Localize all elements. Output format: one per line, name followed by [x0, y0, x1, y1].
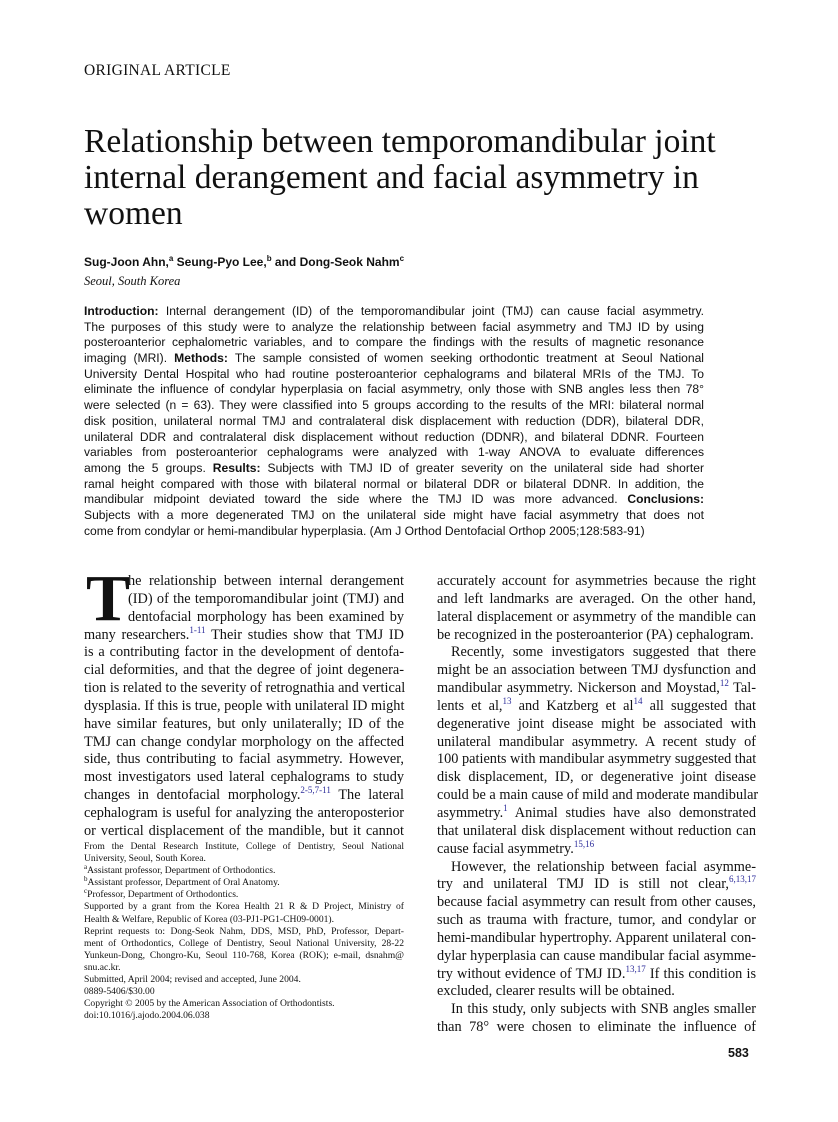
text-run: were selected (n = 63). They were classified into 5 groups according to the results of the MRI: bilateral normal [84, 398, 704, 413]
text-run: or vertical displacement of the mandible, but it cannot [84, 822, 404, 839]
drop-cap: T [86, 562, 131, 635]
text-line [84, 680, 404, 698]
text-run: 100 patients with mandibular asymmetry suggested that [437, 751, 757, 768]
text-run: imaging (MRI). [84, 351, 175, 366]
author-name: Sug-Joon Ahn, [84, 255, 169, 269]
text-line [437, 769, 756, 787]
citation-link[interactable]: 12 [719, 678, 729, 689]
text-line [84, 986, 404, 998]
text-run: cial deformities, and that the degree of joint degenera- [84, 662, 404, 679]
text-line [437, 573, 756, 591]
article-title: Relationship between temporomandibular joint internal derangement and facial asymmetry in women [84, 123, 716, 232]
text-run: try and unilateral TMJ ID is still not clear, [437, 876, 729, 893]
text-line [437, 680, 756, 698]
citation-link[interactable]: 13,17 [625, 963, 646, 974]
text-line [84, 1010, 404, 1022]
text-line [84, 950, 404, 962]
author-location: Seoul, South Korea [84, 274, 181, 288]
text-run: snu.ac.kr. [84, 961, 121, 973]
text-line [84, 716, 404, 734]
text-run: that unilateral disk displacement without reduction can [437, 822, 756, 839]
text-run: The purposes of this study were to analyze the relationship between facial asymmetry and TMJ ID by using [84, 319, 704, 334]
text-run: asymmetry. [437, 804, 504, 821]
text-run: Health & Welfare, Republic of Korea (03-PJ1-PG1-CH09-0001). [84, 913, 335, 925]
citation-link[interactable]: 14 [633, 696, 643, 707]
text-line [84, 461, 704, 477]
text-line [84, 662, 404, 680]
text-run: might be an association between TMJ dysfunction and [437, 662, 756, 679]
text-line [437, 894, 756, 912]
text-line [84, 492, 704, 508]
section-heading: Introduction: [84, 304, 159, 318]
text-run: ment of Orthodontics, College of Dentistry, Seoul National University, 28-22 [84, 937, 404, 949]
text-run: Professor, Department of Orthodontics. [87, 889, 239, 901]
citation-link[interactable]: 2-5,7-11 [300, 785, 331, 796]
text-run: Yunkeun-Dong, Chongro-Ku, Seoul 110-768, Korea (ROK); e-mail, dsnahm@ [84, 949, 404, 961]
text-line [437, 930, 756, 948]
text-line [437, 662, 756, 680]
text-run: University, Seoul, South Korea. [84, 853, 206, 865]
text-line [84, 644, 404, 662]
text-run: is a contributing factor in the development of dentofa- [84, 644, 404, 661]
text-run: Reprint requests to: Dong-Seok Nahm, DDS, MSD, PhD, Professor, Depart- [84, 925, 404, 937]
text-line [84, 335, 704, 351]
text-line [84, 877, 404, 889]
text-run: ramal height compared with those with bilateral normal or bilateral DDR or bilateral DDNR. In addition, the [84, 476, 704, 491]
text-line [84, 351, 704, 367]
text-line [84, 477, 704, 493]
text-run: If this condition is [645, 965, 757, 982]
text-run: The sample consisted of women seeking orthodontic treatment at Seoul National [227, 351, 704, 366]
text-run: be recognized in the posteroanterior (PA) cephalogram. [437, 626, 754, 643]
text-line [84, 367, 704, 383]
text-run: accurately account for asymmetries because the right [437, 573, 756, 589]
text-line [437, 1019, 756, 1037]
text-run: The lateral [330, 787, 404, 804]
text-run: cause facial asymmetry. [437, 840, 574, 857]
text-run: Assistant professor, Department of Orthodontics. [87, 865, 276, 877]
text-run: (ID) of the temporomandibular joint (TMJ) and [128, 590, 404, 607]
text-run: mandibular asymmetry. Nickerson and Moystad, [437, 680, 720, 697]
text-line [437, 716, 756, 734]
text-run: could be a main cause of mild and moderate mandibular [437, 787, 759, 804]
text-run: most investigators used lateral cephalograms to study [84, 769, 404, 786]
text-line [84, 751, 404, 769]
text-line [84, 508, 704, 524]
text-run: variables from posteroanterior cephalograms were analyzed with 1-way ANOVA to evaluate differences [84, 445, 704, 460]
text-line [437, 734, 756, 752]
text-line [437, 838, 756, 859]
affiliation-mark: b [266, 254, 272, 263]
text-run: dylar hyperplasia can cause mandibular facial asymme- [437, 947, 756, 964]
text-run: disk displacement, ID, or degenerative joint disease [437, 769, 756, 786]
text-run: than 78° were chosen to eliminate the influence of [437, 1019, 756, 1036]
affiliation-mark: b [84, 875, 88, 884]
author-list [84, 254, 404, 269]
text-run: all suggested that [642, 697, 756, 714]
text-line [437, 963, 757, 984]
text-line [84, 769, 404, 787]
text-run: try without evidence of TMJ ID. [437, 965, 626, 982]
text-line [437, 1001, 756, 1019]
text-run: Animal studies have also demonstrated [507, 804, 756, 821]
text-run: many researchers. [84, 626, 190, 643]
text-line [437, 698, 756, 716]
abstract [84, 304, 704, 539]
text-run: mandibular midpoint deviated toward the side where the TMJ ID was more advanced. [84, 492, 628, 507]
body-column-right [437, 573, 759, 1037]
text-run: Submitted, April 2004; revised and accepted, June 2004. [84, 974, 301, 986]
text-run: because facial asymmetry can result from other causes, [437, 894, 756, 911]
text-line [437, 805, 756, 823]
text-run: unilateral mandibular asymmetry. A recent study of [437, 733, 756, 750]
text-line [84, 787, 404, 805]
text-line [437, 787, 759, 805]
text-run: From the Dental Research Institute, College of Dentistry, Seoul National [84, 841, 404, 852]
text-run: and left landmarks are averaged. On the other hand, [437, 590, 756, 607]
text-line [84, 938, 404, 950]
section-label: ORIGINAL ARTICLE [84, 62, 231, 79]
text-run: changes in dentofacial morphology. [84, 787, 301, 804]
citation-link[interactable]: 1 [503, 803, 508, 814]
text-line [84, 524, 704, 540]
author-name: Seung-Pyo Lee, [173, 255, 267, 269]
text-line [437, 948, 756, 966]
section-heading: Conclusions: [627, 492, 704, 507]
text-line [84, 320, 704, 336]
text-run: However, the relationship between facial asymme- [451, 858, 756, 875]
text-run: 0889-5406/$30.00 [84, 986, 155, 998]
text-run: and Katzberg et al [511, 697, 634, 714]
text-line [84, 901, 404, 913]
text-run: dysplasia. If this is true, people with unilateral ID might [84, 697, 405, 714]
text-run: come from condylar or hemi-mandibular hyperplasia. (Am J Orthod Dentofacial Orthop 2005;128:583-91) [84, 523, 645, 538]
section-heading: Results: [212, 460, 261, 475]
text-line [437, 912, 756, 930]
text-line [84, 382, 704, 398]
text-line [84, 805, 404, 823]
text-run: In this study, only subjects with SNB angles smaller [451, 1001, 756, 1018]
text-run: Recently, some investigators suggested that there [451, 644, 756, 661]
text-line [437, 823, 756, 841]
text-run: cephalogram is useful for analyzing the anteroposterior [84, 804, 404, 821]
text-line [437, 876, 756, 894]
text-run: TMJ can change condylar morphology on the affected [84, 733, 404, 750]
text-run: Assistant professor, Department of Oral Anatomy. [87, 877, 280, 889]
text-run: lents et al, [437, 697, 503, 714]
text-line [437, 591, 756, 609]
text-line [84, 445, 704, 461]
affiliation-mark: a [84, 863, 88, 871]
text-line [84, 698, 404, 716]
text-run: doi:10.1016/j.ajodo.2004.06.038 [84, 1010, 210, 1022]
citation-link[interactable]: 13 [502, 696, 512, 707]
citation-link[interactable]: 6,13,17 [729, 874, 756, 885]
text-line [84, 865, 404, 877]
text-line [437, 983, 756, 1001]
text-line [84, 853, 404, 865]
text-run: lateral displacement or asymmetry of the mandible can [437, 608, 756, 625]
text-run: Tal- [728, 680, 756, 697]
text-run: Their studies show that TMJ ID [205, 626, 404, 643]
text-run: hemi-mandibular hypertrophy. Apparent unilateral con- [437, 929, 756, 946]
citation-link[interactable]: 15,16 [573, 838, 595, 849]
text-line [84, 573, 404, 591]
text-line [84, 609, 404, 627]
footnotes [84, 841, 404, 1022]
text-line [84, 823, 404, 841]
section-heading: Methods: [174, 351, 228, 366]
text-line [84, 414, 704, 430]
text-line [84, 304, 704, 320]
text-line [84, 914, 404, 926]
text-line [437, 751, 756, 769]
text-line [84, 734, 404, 752]
text-run: University Dental Hospital who had routine posteroanterior cephalograms and bilateral MRIs of the TMJ. To [84, 366, 704, 381]
text-run: among the 5 groups. [84, 460, 213, 475]
author-name: and Dong-Seok Nahm [271, 255, 400, 269]
text-run: posteroanterior cephalometric variables, and to compare the findings with the results of magnetic resonance [84, 335, 704, 350]
text-run: eliminate the influence of condylar hyperplasia on facial asymmetry, only those with SNB angles less then 78° [84, 382, 704, 397]
text-line [84, 430, 704, 446]
citation-link[interactable]: 1-11 [189, 624, 206, 635]
affiliation-mark: a [168, 254, 174, 263]
affiliation-mark: c [399, 254, 405, 263]
text-line [84, 926, 404, 938]
text-line [84, 974, 404, 986]
text-run: side, thus contributing to facial asymmetry. However, [84, 751, 404, 768]
text-run: such as trauma with fracture, tumor, and condylar or [437, 912, 756, 929]
text-line [84, 841, 404, 853]
text-run: he relationship between internal derangement [128, 573, 404, 589]
text-line [84, 962, 404, 974]
text-line [437, 644, 756, 662]
text-line [84, 624, 404, 645]
text-line [84, 591, 404, 609]
text-run: Subjects with a more degenerated TMJ on the unilateral side might have facial asymmetry that does not [84, 507, 704, 522]
text-run: Subjects with TMJ ID of greater severity on the unilateral side had shorter [260, 460, 705, 475]
text-run: Supported by a grant from the Korea Health 21 R & D Project, Ministry of [84, 901, 404, 913]
text-run: excluded, clearer results will be obtained. [437, 983, 675, 1000]
text-run: unilateral DDR and contralateral disk displacement without reduction (DDNR), and bilateral DDNR. Fourteen [84, 429, 704, 444]
text-line [84, 398, 704, 414]
text-run: tion is related to the severity of retrognathia and vertical [84, 680, 406, 697]
text-line [437, 609, 756, 627]
text-line [84, 998, 404, 1010]
page-number: 583 [728, 1046, 749, 1060]
text-run: dentofacial morphology has been examined by [128, 608, 404, 625]
affiliation-mark: c [84, 887, 88, 896]
text-line [437, 627, 756, 645]
body-column-left [84, 573, 404, 841]
text-run: Copyright © 2005 by the American Association of Orthodontists. [84, 998, 335, 1010]
text-run: have similar features, but only unilaterally; ID of the [84, 715, 404, 732]
text-run: disk position, unilateral normal TMJ and contralateral disk displacement with reduction (DDR), bilateral DDR, [84, 413, 704, 428]
text-run: Internal derangement (ID) of the temporomandibular joint (TMJ) can cause facial asymmetry. [158, 304, 704, 318]
text-line [437, 859, 756, 877]
text-line [84, 889, 404, 901]
text-run: degenerative joint disease might be associated with [437, 715, 756, 732]
